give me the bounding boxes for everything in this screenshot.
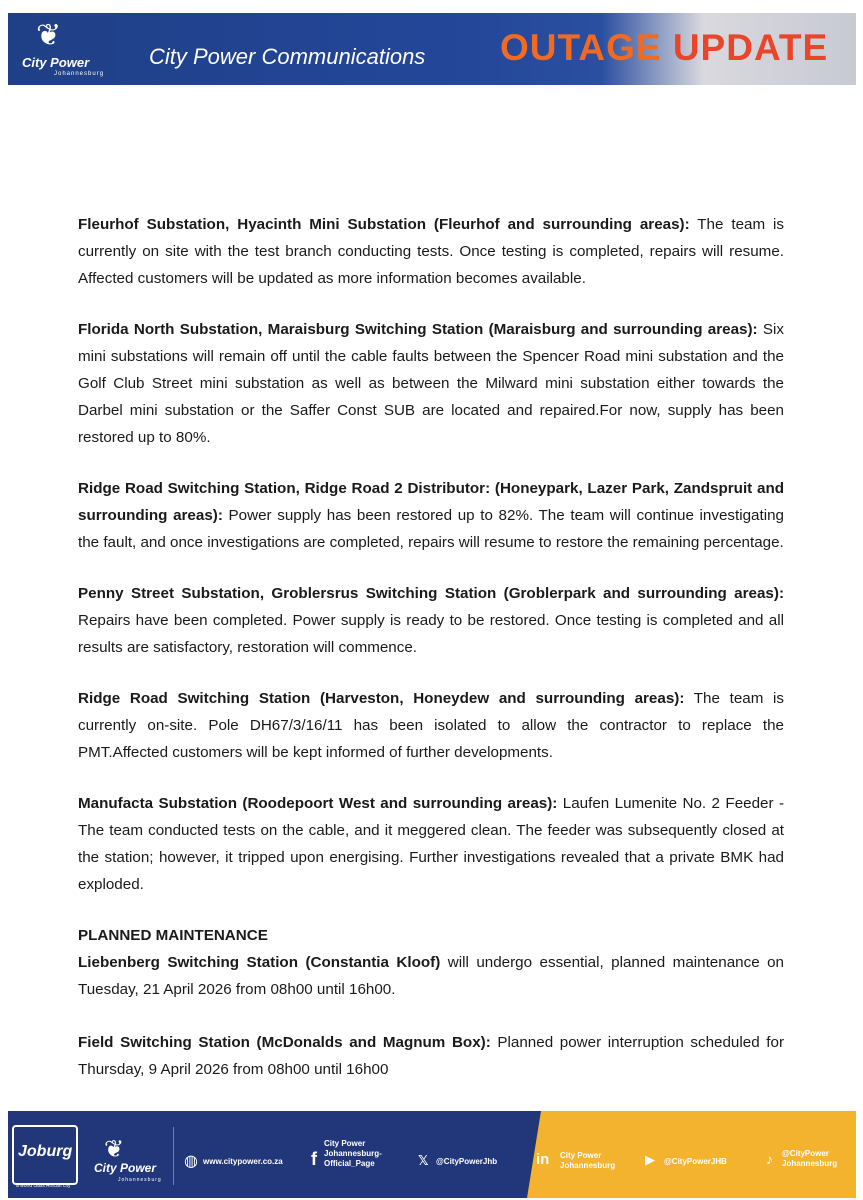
outage-item [78, 685, 784, 766]
facebook-line-3: Official_Page [324, 1159, 375, 1168]
youtube-icon: ▶ [645, 1152, 655, 1167]
linkedin-link[interactable] [560, 1151, 615, 1171]
tiktok-line-2: Johannesburg [782, 1159, 838, 1168]
tiktok-icon: ♪ [766, 1151, 773, 1167]
footer-banner [8, 1111, 856, 1198]
communications-title: City Power Communications [149, 44, 426, 69]
footer-logo-name: City Power [94, 1161, 157, 1175]
tiktok-line-1: @CityPower [782, 1149, 829, 1158]
logo-flourish-icon: ❦ [36, 19, 62, 52]
header-banner [8, 13, 856, 85]
notice-body [78, 211, 784, 1107]
outage-item-title: Manufacta Substation (Roodepoort West and surrounding areas): [78, 795, 558, 812]
city-power-logo [22, 19, 132, 81]
outage-item [78, 211, 784, 292]
outage-item-text: Laufen Lumenite No. 2 Feeder - The team conducted tests on the cable, and it meggered clean. The feeder was subsequently closed at the station; however, it tripped upon energising. Further investigations revealed that a private BMK had exploded. [78, 795, 784, 893]
outage-item-text: The team is currently on site with the test branch conducting tests. Once testing is completed, repairs will resume. Affected customers will be updated as more information becomes available. [78, 216, 784, 287]
linkedin-icon: in [536, 1151, 550, 1168]
youtube-link[interactable]: @CityPowerJHB [664, 1157, 727, 1166]
facebook-line-1: City Power [324, 1139, 366, 1148]
outage-item-title: Ridge Road Switching Station (Harveston, Honeydew and surrounding areas): [78, 690, 685, 707]
logo-name: City Power [22, 55, 90, 70]
outage-item [78, 475, 784, 556]
outage-item-title: Ridge Road Switching Station, Ridge Road 2 Distributor: (Honeypark, Lazer Park, Zandspruit and surrounding areas): [78, 480, 784, 524]
footer-divider [173, 1127, 174, 1185]
planned-item [78, 1029, 784, 1083]
joburg-tagline: a world class African city [16, 1183, 71, 1189]
outage-item-title: Florida North Substation, Maraisburg Switching Station (Maraisburg and surrounding areas): [78, 321, 758, 338]
joburg-logo-text: Joburg [18, 1143, 73, 1160]
logo-city: Johannesburg [54, 71, 105, 77]
outage-item-title: Penny Street Substation, Groblersrus Switching Station (Groblerpark and surrounding areas): [78, 585, 784, 602]
facebook-link[interactable] [324, 1139, 382, 1169]
outage-item-text: Power supply has been restored up to 82%. The team will continue investigating the fault, and once investigations are completed, repairs will resume to restore the remaining percentage. [78, 507, 784, 551]
outage-item [78, 790, 784, 898]
outage-item [78, 580, 784, 661]
linkedin-line-1: City Power [560, 1151, 602, 1160]
linkedin-line-2: Johannesburg [560, 1161, 616, 1170]
footer-logo-flourish-icon: ❦ [104, 1136, 125, 1163]
planned-item-text: will undergo essential, planned maintenance on Tuesday, 21 April 2026 from 08h00 until 16h00. [78, 954, 784, 998]
website-link[interactable]: www.citypower.co.za [203, 1157, 283, 1166]
outage-item-title: Fleurhof Substation, Hyacinth Mini Substation (Fleurhof and surrounding areas): [78, 216, 690, 233]
outage-item [78, 316, 784, 451]
outage-item-text: Repairs have been completed. Power supply is ready to be restored. Once testing is completed and all results are satisfactory, restoration will commence. [78, 612, 784, 656]
update-word: UPDATE [672, 27, 829, 68]
planned-item [78, 949, 784, 1003]
x-link[interactable]: @CityPowerJhb [436, 1157, 498, 1166]
planned-item-title: Field Switching Station (McDonalds and Magnum Box): [78, 1034, 491, 1051]
outage-word: OUTAGE [500, 27, 662, 68]
outage-item-text: The team is currently on-site. Pole DH67/3/16/11 has been isolated to allow the contractor to replace the PMT.Affected customers will be kept informed of further developments. [78, 690, 785, 761]
x-icon: 𝕏 [418, 1153, 429, 1168]
footer-blue-panel [8, 1111, 527, 1198]
tiktok-link[interactable] [782, 1149, 837, 1169]
facebook-line-2: Johannesburg- [324, 1149, 382, 1158]
outage-update-title [500, 27, 828, 69]
globe-icon: ◍ [184, 1153, 198, 1170]
facebook-icon: f [311, 1149, 317, 1169]
outage-item-text: Six mini substations will remain off until the cable faults between the Spencer Road mini substation and the Golf Club Street mini substation as well as between the Milward mini substation either towards the Darbel mini substation or the Saffer Const SUB are located and repaired.For now, supply has been restored up to 80%. [78, 321, 784, 446]
footer-logo-city: Johannesburg [118, 1177, 162, 1183]
planned-maintenance-heading: PLANNED MAINTENANCE [78, 927, 268, 944]
planned-item-title: Liebenberg Switching Station (Constantia Kloof) [78, 954, 441, 971]
planned-item-text: Planned power interruption scheduled for Thursday, 9 April 2026 from 08h00 until 16h00 [78, 1034, 785, 1078]
